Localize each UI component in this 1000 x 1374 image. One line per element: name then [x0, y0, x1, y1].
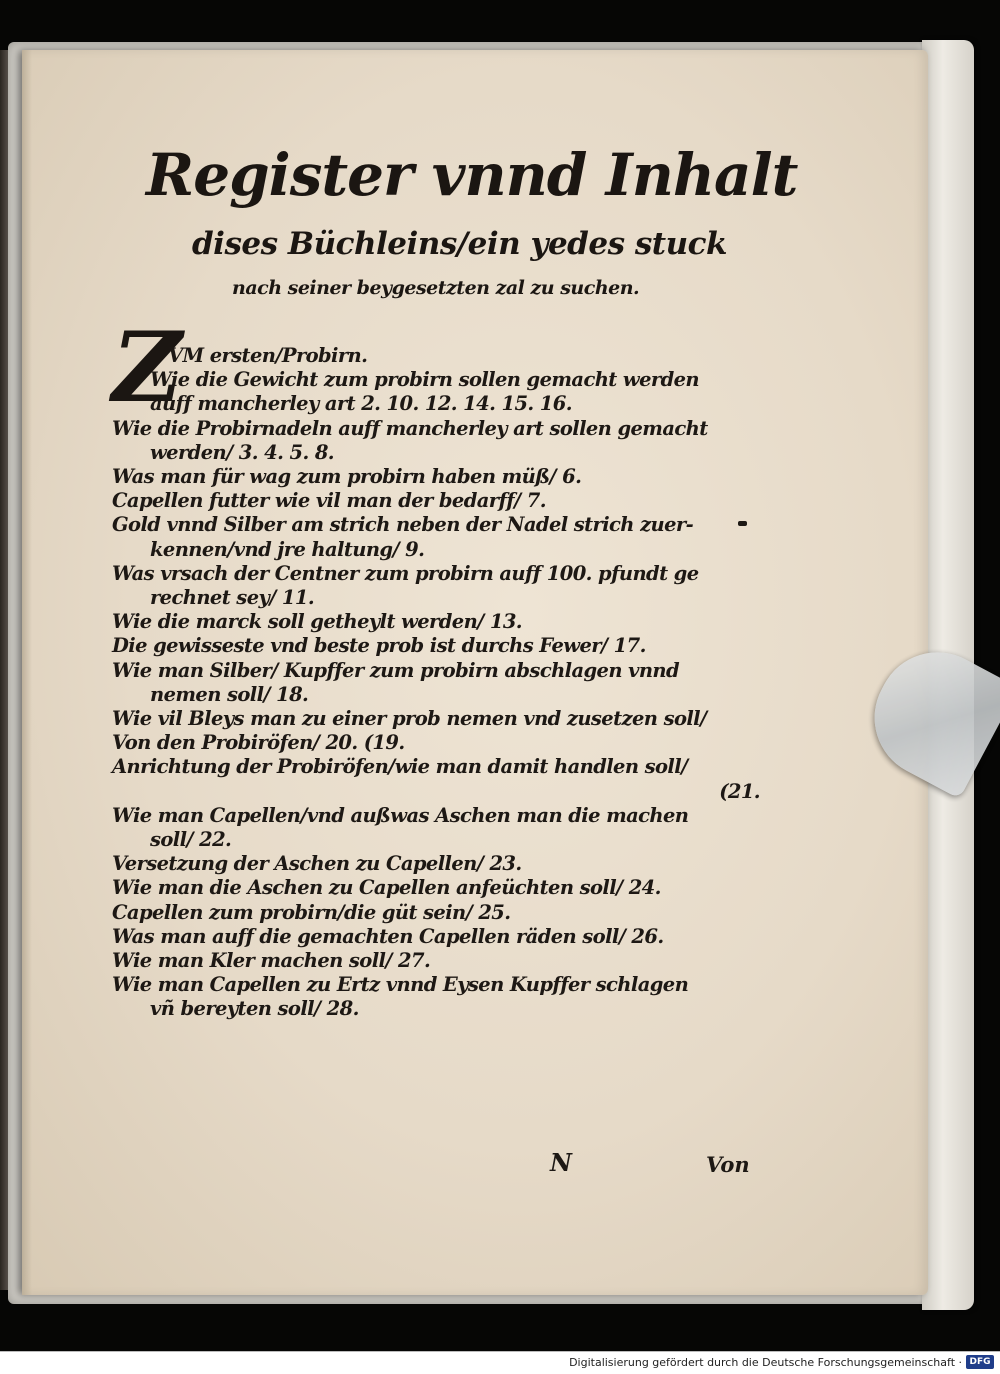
- register-entry: soll/ 22.: [150, 828, 232, 852]
- register-entry: werden/ 3. 4. 5. 8.: [150, 440, 334, 464]
- dfg-logo-icon: DFG: [966, 1355, 994, 1369]
- register-entry: Von den Probiröfen/ 20. (19.: [112, 731, 405, 755]
- register-entry: Wie vil Bleys man zu einer prob nemen vnd zusetzen soll/: [112, 707, 707, 731]
- register-entry: Was man für wag zum probirn haben müß/ 6.: [112, 465, 582, 489]
- register-entry: Wie man Capellen zu Ertz vnnd Eysen Kupffer schlagen: [112, 973, 689, 997]
- register-entry: Wie man Silber/ Kupffer zum probirn abschlagen vnnd: [112, 658, 680, 682]
- catchword: Von: [706, 1152, 750, 1177]
- register-list: [112, 344, 772, 1022]
- register-entry: VM ersten/Probirn.: [168, 344, 368, 367]
- decorated-initial: Z: [112, 311, 183, 424]
- register-entry: Die gewisseste vnd beste prob ist durchs Fewer/ 17.: [112, 634, 646, 658]
- register-entry: Wie man Kler machen soll/ 27.: [112, 949, 431, 973]
- register-entry: Wie die marck soll getheylt werden/ 13.: [112, 610, 522, 634]
- register-entry: Capellen zum probirn/die güt sein/ 25.: [112, 900, 511, 924]
- register-entry: kennen/vnd jre haltung/ 9.: [150, 537, 425, 561]
- register-entry: Wie man die Aschen zu Capellen anfeüchten soll/ 24.: [112, 876, 661, 900]
- register-entry: rechnet sey/ 11.: [150, 586, 315, 610]
- footer-bar: [0, 1351, 1000, 1374]
- register-entry: Wie die Probirnadeln auff mancherley art sollen gemacht: [112, 416, 708, 440]
- register-entry: vñ bereyten soll/ 28.: [150, 997, 359, 1021]
- register-entry: (21.: [719, 779, 760, 803]
- signature-mark: N: [550, 1148, 572, 1177]
- register-entry: Was vrsach der Centner zum probirn auff 100. pfundt ge: [112, 561, 699, 585]
- page-subtitle: dises Büchleins/ein yedes stuck: [192, 226, 727, 262]
- register-entry: Capellen futter wie vil man der bedarff/ 7.: [112, 489, 546, 513]
- register-entry: Anrichtung der Probiröfen/wie man damit handlen soll/: [112, 755, 688, 779]
- register-entry: Versetzung der Aschen zu Capellen/ 23.: [112, 852, 522, 876]
- page-subtitle-small: nach seiner beygesetzten zal zu suchen.: [232, 277, 640, 299]
- footer-credit: Digitalisierung gefördert durch die Deutsche Forschungsgemeinschaft ·: [569, 1356, 962, 1369]
- register-entry: Was man auff die gemachten Capellen räden soll/ 26.: [112, 924, 664, 948]
- register-entry: Wie die Gewicht zum probirn sollen gemacht werden: [150, 368, 699, 392]
- register-entry: Gold vnnd Silber am strich neben der Nadel strich zuer-: [112, 513, 694, 537]
- register-entry: nemen soll/ 18.: [150, 682, 309, 706]
- register-entry: auff mancherley art 2. 10. 12. 14. 15. 16.: [150, 392, 572, 416]
- page-title: Register vnnd Inhalt: [146, 141, 798, 209]
- page-gutter-shadow: [22, 50, 32, 1295]
- ink-dash-mark: [738, 521, 747, 526]
- register-entry: Wie man Capellen/vnd außwas Aschen man die machen: [112, 803, 689, 827]
